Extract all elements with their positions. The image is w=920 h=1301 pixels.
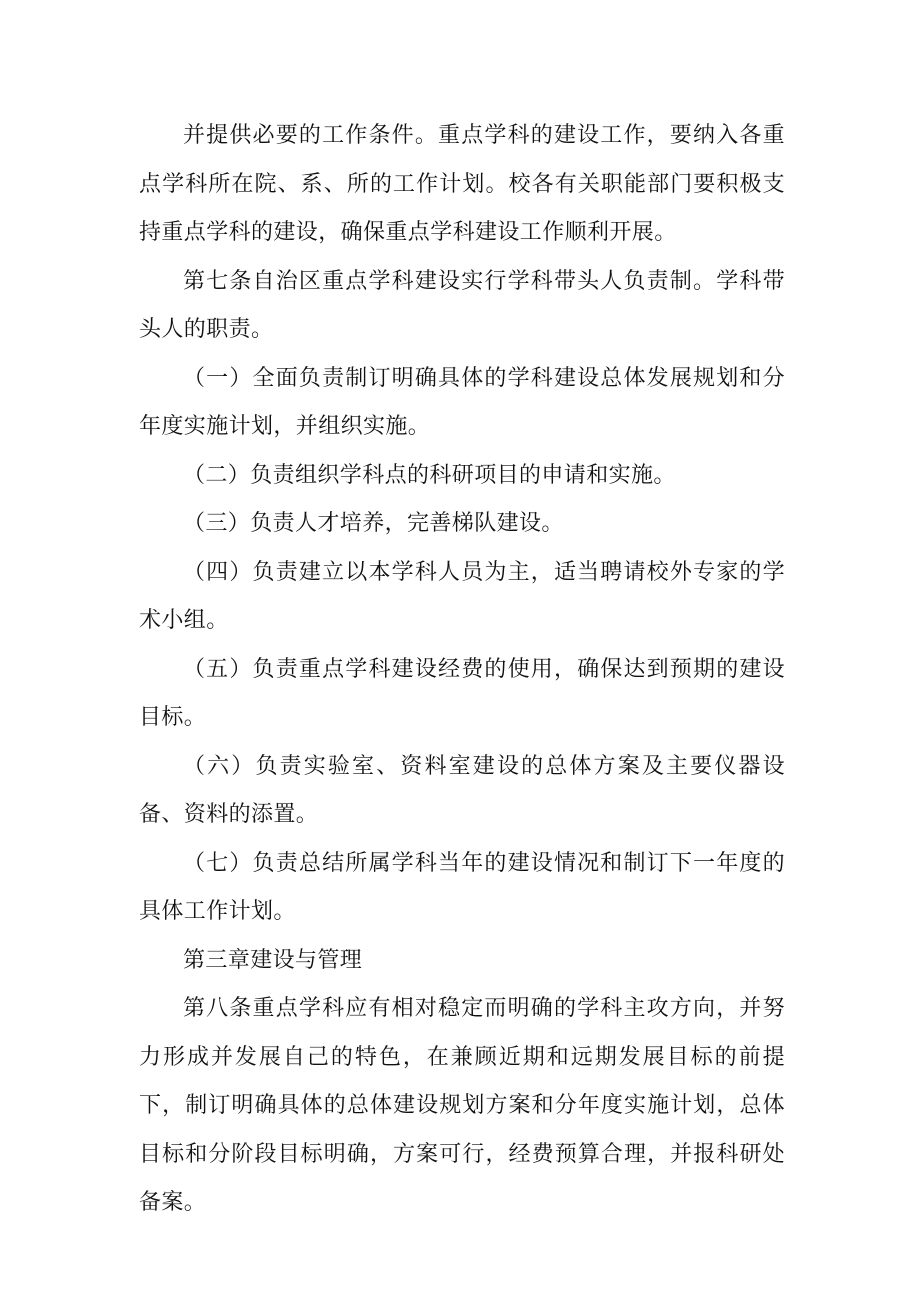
paragraph-duty-3: （三）负责人才培养，完善梯队建设。 — [183, 511, 564, 536]
document-body — [139, 112, 785, 1228]
paragraph-duty-1: （一）全面负责制订明确具体的学科建设总体发展规划和分年度实施计划，并组织实施。 — [139, 365, 785, 439]
paragraph-duty-4: （四）负责建立以本学科人员为主，适当聘请校外专家的学术小组。 — [139, 559, 785, 633]
paragraph-duty-2: （二）负责组织学科点的科研项目的申请和实施。 — [183, 462, 676, 488]
paragraph-duty-5: （五）负责重点学科建设经费的使用，确保达到预期的建设目标。 — [139, 656, 785, 730]
paragraph-work-conditions: 并提供必要的工作条件。重点学科的建设工作，要纳入各重点学科所在院、系、所的工作计划。校各有关职能部门要积极支持重点学科的建设，确保重点学科建设工作顺利开展。 — [139, 123, 785, 245]
paragraph-article-8: 第八条重点学科应有相对稳定而明确的学科主攻方向，并努力形成并发展自己的特色，在兼顾近期和远期发展目标的前提下，制订明确具体的总体建设规划方案和分年度实施计划，总体目标和分阶段目标明确，方案可行，经费预算合理，并报科研处备案。 — [139, 996, 785, 1215]
paragraph-article-7: 第七条自治区重点学科建设实行学科带头人负责制。学科带头人的职责。 — [139, 268, 785, 342]
paragraph-duty-7: （七）负责总结所属学科当年的建设情况和制订下一年度的具体工作计划。 — [139, 850, 785, 924]
chapter-3-heading: 第三章建设与管理 — [183, 947, 363, 973]
paragraph-duty-6: （六）负责实验室、资料室建设的总体方案及主要仪器设备、资料的添置。 — [139, 753, 785, 827]
